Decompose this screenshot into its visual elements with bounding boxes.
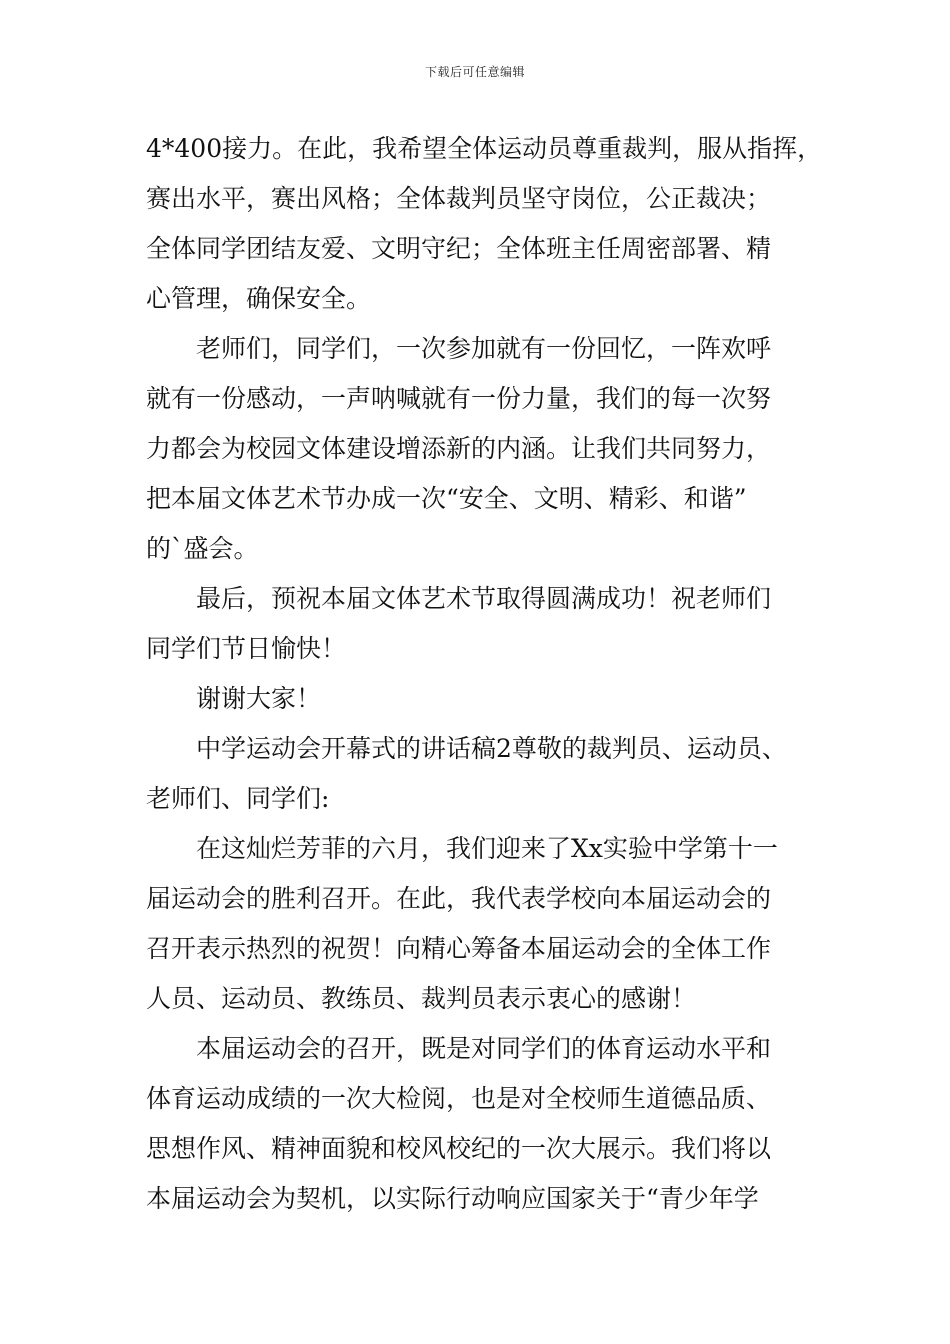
text-line: 赛出水平，赛出风格；全体裁判员坚守岗位，公正裁决；	[146, 184, 772, 213]
text-line: 体育运动成绩的一次大检阅，也是对全校师生道德品质、	[146, 1084, 772, 1113]
text-line: 同学们节日愉快！	[146, 634, 347, 663]
paragraph-start-line: 谢谢大家！	[196, 684, 322, 713]
page-header: 下载后可任意编辑	[424, 65, 525, 79]
text-line: 老师们、同学们:	[146, 784, 330, 813]
text-line: 心管理，确保安全。	[146, 284, 372, 313]
paragraph-start-line: 最后，预祝本届文体艺术节取得圆满成功！祝老师们	[196, 584, 772, 613]
text-line: 人员、运动员、教练员、裁判员表示衷心的感谢！	[146, 984, 697, 1013]
text-line: 的`盛会。	[146, 534, 259, 563]
text-line: 届运动会的胜利召开。在此，我代表学校向本届运动会的	[146, 884, 772, 913]
text-line: 力都会为校园文体建设增添新的内涵。让我们共同努力，	[146, 434, 772, 463]
text-line: 就有一份感动，一声呐喊就有一份力量，我们的每一次努	[146, 384, 772, 413]
text-line: 全体同学团结友爱、文明守纪；全体班主任周密部署、精	[146, 234, 772, 263]
paragraph-start-line: 本届运动会的召开，既是对同学们的体育运动水平和	[196, 1034, 772, 1063]
text-line: 思想作风、精神面貌和校风校纪的一次大展示。我们将以	[146, 1134, 772, 1163]
document-body	[146, 124, 823, 1224]
paragraph-start-line: 中学运动会开幕式的讲话稿2尊敬的裁判员、运动员、	[196, 734, 787, 763]
paragraph-start-line: 老师们，同学们，一次参加就有一份回忆，一阵欢呼	[196, 334, 772, 363]
text-line: 把本届文体艺术节办成一次“安全、文明、精彩、和谐”	[146, 484, 747, 513]
paragraph-start-line: 在这灿烂芳菲的六月，我们迎来了Xx实验中学第十一	[196, 834, 778, 863]
text-line: 召开表示热烈的祝贺！向精心筹备本届运动会的全体工作	[146, 934, 772, 963]
text-line: 本届运动会为契机，以实际行动响应国家关于“青少年学	[146, 1184, 759, 1213]
text-line: 4*400接力。在此，我希望全体运动员尊重裁判，服从指挥，	[146, 134, 823, 163]
